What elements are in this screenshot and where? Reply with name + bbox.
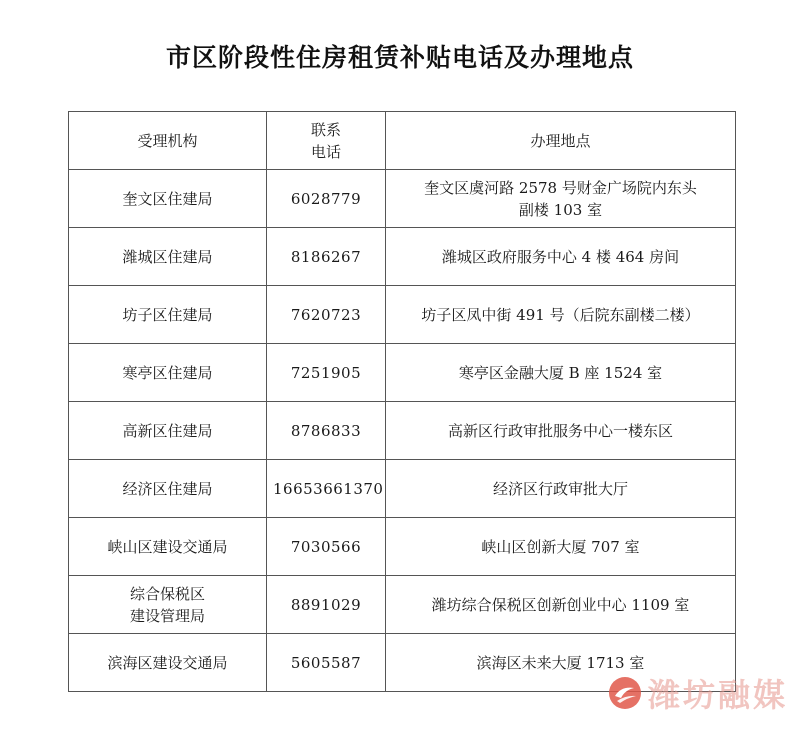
org-cell: 高新区住建局 [69,402,267,460]
header-phone-line1: 联系 [310,120,341,139]
org-cell: 潍城区住建局 [69,228,267,286]
watermark [608,670,788,716]
table-row [69,228,736,286]
table-row [69,344,736,402]
address-cell: 寒亭区金融大厦 B 座 1524 室 [386,344,736,402]
org-cell: 坊子区住建局 [69,286,267,344]
address-cell: 高新区行政审批服务中心一楼东区 [386,402,736,460]
address-cell: 潍城区政府服务中心 4 楼 464 房间 [386,228,736,286]
header-phone-line2: 电话 [310,142,341,161]
weifang-media-logo-icon [608,676,642,710]
org-cell: 滨海区建设交通局 [69,634,267,692]
table-row [69,518,736,576]
address-cell: 坊子区凤中街 491 号（后院东副楼二楼） [386,286,736,344]
table-row [69,402,736,460]
phone-cell: 7030566 [267,518,386,576]
org-cell: 奎文区住建局 [69,170,267,228]
phone-cell: 5605587 [267,634,386,692]
org-line: 综合保税区 [129,584,205,603]
address-cell [386,170,736,228]
org-cell: 峡山区建设交通局 [69,518,267,576]
address-cell: 峡山区创新大厦 707 室 [386,518,736,576]
phone-cell: 8186267 [267,228,386,286]
org-cell [69,576,267,634]
contact-table [68,111,736,692]
phone-cell: 7620723 [267,286,386,344]
address-cell: 经济区行政审批大厅 [386,460,736,518]
address-line: 奎文区虞河路 2578 号财金广场院内东头 [424,178,697,197]
address-cell: 潍坊综合保税区创新创业中心 1109 室 [386,576,736,634]
header-org: 受理机构 [69,112,267,170]
address-cell: 滨海区未来大厦 1713 室 [386,634,736,692]
table-row [69,286,736,344]
phone-cell: 16653661370 [267,460,386,518]
header-address: 办理地点 [386,112,736,170]
table-row [69,460,736,518]
org-cell: 经济区住建局 [69,460,267,518]
table-row [69,576,736,634]
org-cell: 寒亭区住建局 [69,344,267,402]
phone-cell: 8786833 [267,402,386,460]
org-line: 建设管理局 [129,606,205,625]
table-row [69,170,736,228]
header-phone [267,112,386,170]
phone-cell: 7251905 [267,344,386,402]
phone-cell: 8891029 [267,576,386,634]
address-line: 副楼 103 室 [518,200,603,219]
table-header-row [69,112,736,170]
phone-cell: 6028779 [267,170,386,228]
watermark-text: 潍坊融媒 [647,676,788,714]
page-title: 市区阶段性住房租赁补贴电话及办理地点 [165,43,634,72]
